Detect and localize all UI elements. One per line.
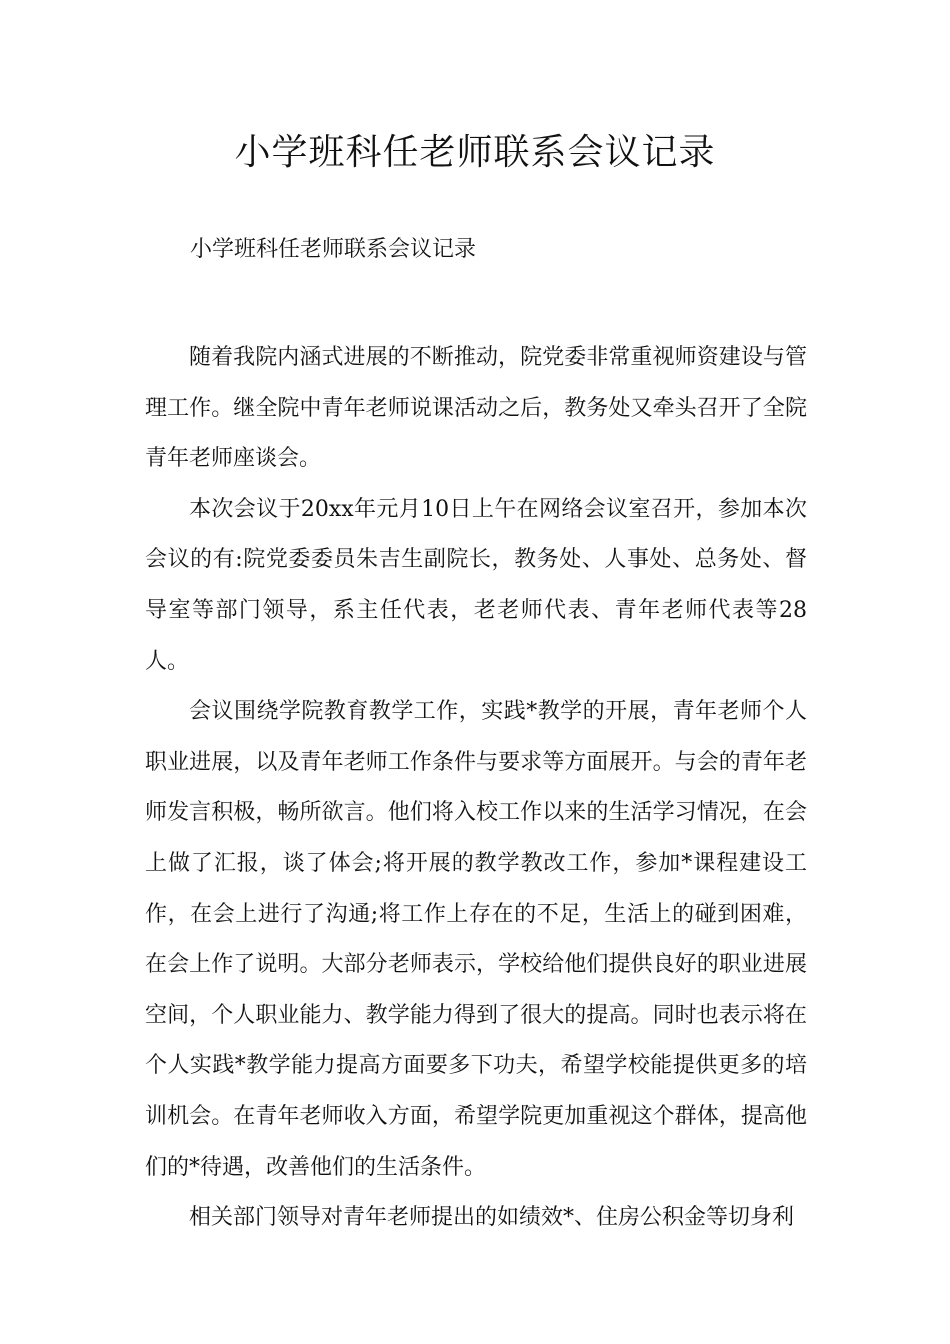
paragraph-4: 相关部门领导对青年老师提出的如绩效*、住房公积金等切身利 [189,1205,795,1231]
paragraph-1: 随着我院内涵式进展的不断推动，院党委非常重视师资建设与管理工作。继全院中青年老师说课活动之后，教务处又牵头召开了全院青年老师座谈会。 [145,345,807,472]
paragraph-2: 本次会议于20xx年元月10日上午在网络会议室召开，参加本次会议的有:院党委委员朱吉生副院长，教务处、人事处、总务处、督导室等部门领导，系主任代表，老老师代表、青年老师代表等28人。 [145,496,807,674]
document-subtitle: 小学班科任老师联系会议记录 [190,237,477,262]
document-title: 小学班科任老师联系会议记录 [234,132,716,173]
document-body [145,333,807,1244]
paragraph-3: 会议围绕学院教育教学工作，实践*教学的开展，青年老师个人职业进展，以及青年老师工作条件与要求等方面展开。与会的青年老师发言积极，畅所欲言。他们将入校工作以来的生活学习情况，在会上做了汇报，谈了体会;将开展的教学教改工作，参加*课程建设工作，在会上进行了沟通;将工作上存在的不足，生活上的碰到困难，在会上作了说明。大部分老师表示，学校给他们提供良好的职业进展空间，个人职业能力、教学能力得到了很大的提高。同时也表示将在个人实践*教学能力提高方面要多下功夫，希望学校能提供更多的培训机会。在青年老师收入方面，希望学院更加重视这个群体，提高他们的*待遇，改善他们的生活条件。 [145,699,807,1180]
